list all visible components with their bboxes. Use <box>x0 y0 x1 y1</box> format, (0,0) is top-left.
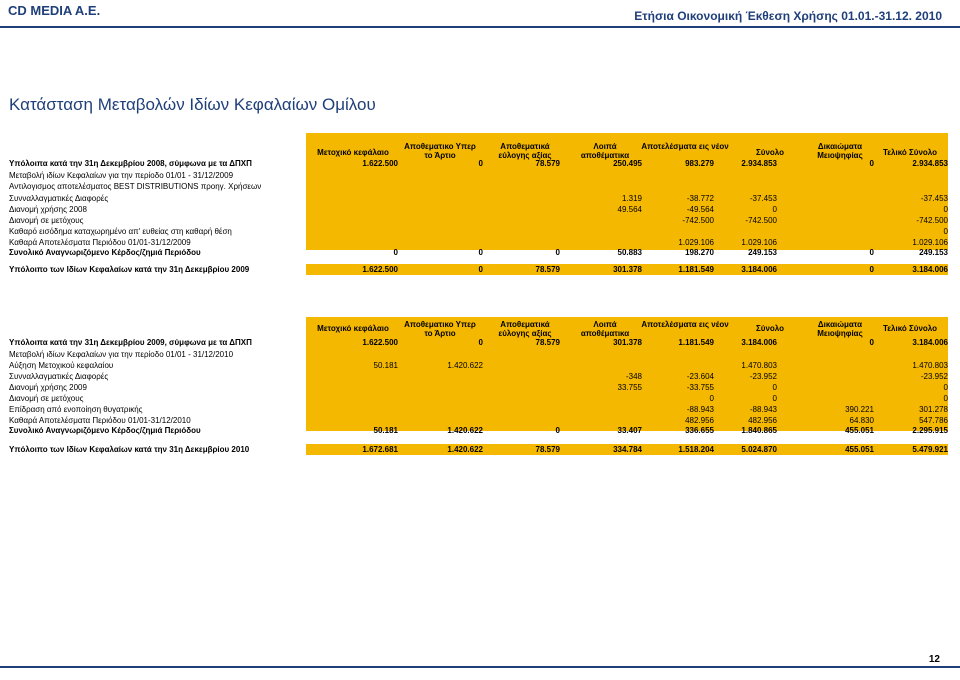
table-cell: 50.181 <box>373 361 398 370</box>
row-label: Αντιλογισμος αποτελέσματος BEST DISTRIBUTIONS προηγ. Χρήσεων <box>9 182 262 191</box>
table-cell: 0 <box>555 426 560 435</box>
table-cell: -88.943 <box>749 405 777 414</box>
table-cell: 1.470.803 <box>741 361 777 370</box>
table-cell: -88.943 <box>686 405 714 414</box>
table-cell: 249.153 <box>748 248 777 257</box>
table-row <box>0 425 960 436</box>
table-cell: -37.453 <box>920 194 948 203</box>
table-row <box>0 382 960 393</box>
table-cell: 0 <box>478 338 483 347</box>
footer-divider <box>0 666 960 668</box>
table-cell: 0 <box>393 248 398 257</box>
table-cell: 2.934.853 <box>741 159 777 168</box>
table-row <box>0 181 960 192</box>
table-cell: 301.378 <box>613 338 642 347</box>
table-row <box>0 226 960 237</box>
table-cell: 250.495 <box>613 159 642 168</box>
table-cell: 1.029.106 <box>678 238 714 247</box>
table-row <box>0 337 960 348</box>
table-cell: 64.830 <box>849 416 874 425</box>
table-cell: -742.500 <box>916 216 948 225</box>
table-cell: -742.500 <box>682 216 714 225</box>
table-cell: -38.772 <box>686 194 714 203</box>
table-cell: 983.279 <box>685 159 714 168</box>
table-cell: 1.420.622 <box>447 445 483 454</box>
col-header: Δικαιώματα Μειοψηφίας <box>817 320 863 338</box>
row-label: Συνολικό Αναγνωριζόμενο Κέρδος/ζημιά Περιόδου <box>9 426 201 435</box>
table-cell: 0 <box>869 265 874 274</box>
table-cell: 301.378 <box>613 265 642 274</box>
table-row <box>0 158 960 169</box>
col-header: Λοιπά αποθέματικα <box>580 142 630 160</box>
table-cell: -23.604 <box>686 372 714 381</box>
table-cell: 1.622.500 <box>362 265 398 274</box>
col-header: Μετοχικό κεφάλαιο <box>317 148 389 157</box>
table-cell: 390.221 <box>845 405 874 414</box>
table-cell: 455.051 <box>845 426 874 435</box>
table-cell: 1.840.865 <box>741 426 777 435</box>
table-cell: 0 <box>709 394 714 403</box>
table-cell: -33.755 <box>686 383 714 392</box>
table-cell: 1.622.500 <box>362 159 398 168</box>
table-cell: 301.278 <box>919 405 948 414</box>
table-cell: 78.579 <box>535 338 560 347</box>
row-label: Διανομή σε μετόχους <box>9 394 84 403</box>
table-row <box>0 264 960 275</box>
table-cell: 0 <box>555 248 560 257</box>
table-cell: 198.270 <box>685 248 714 257</box>
table-cell: 49.564 <box>617 205 642 214</box>
table-cell: 482.956 <box>748 416 777 425</box>
row-label: Υπόλοιπα κατά την 31η Δεκεμβρίου 2009, σύμφωνα με τα ΔΠΧΠ <box>9 338 252 347</box>
table-cell: 0 <box>943 394 948 403</box>
table-row <box>0 204 960 215</box>
table-cell: 1.518.204 <box>678 445 714 454</box>
table-cell: 3.184.006 <box>741 265 777 274</box>
table-row <box>0 170 960 181</box>
col-header: Αποθεματικά εύλογης αξίας <box>498 320 552 338</box>
company-name: CD MEDIA A.E. <box>8 3 101 18</box>
table-cell: 0 <box>478 248 483 257</box>
row-label: Αύξηση Μετοχικού κεφαλαίου <box>9 361 114 370</box>
table-cell: -49.564 <box>686 205 714 214</box>
table-cell: 50.883 <box>617 248 642 257</box>
table-row <box>0 215 960 226</box>
col-header: Μετοχικό κεφάλαιο <box>317 324 389 333</box>
page-number: 12 <box>928 654 940 665</box>
table-cell: 0 <box>943 227 948 236</box>
table-cell: 1.181.549 <box>678 338 714 347</box>
table-cell: 0 <box>869 338 874 347</box>
row-label: Διανομή σε μετόχους <box>9 216 84 225</box>
col-header: Αποτελέσματα εις νέον <box>641 320 729 329</box>
row-label: Καθαρό εισόδημα καταχωρημένο απ' ευθείας στη καθαρή θέση <box>9 227 232 236</box>
table-cell: -37.453 <box>749 194 777 203</box>
table-cell: 0 <box>943 383 948 392</box>
table-row <box>0 349 960 360</box>
row-label: Συνολικό Αναγνωριζόμενο Κέρδος/ζημιά Περιόδου <box>9 248 201 257</box>
table-cell: 5.479.921 <box>912 445 948 454</box>
row-label: Διανομή χρήσης 2008 <box>9 205 87 214</box>
col-header: Αποτελέσματα εις νέον <box>641 142 729 151</box>
col-header: Αποθεματικά εύλογης αξίας <box>498 142 552 160</box>
row-label: Συνναλλαγματικές Διαφορές <box>9 194 109 203</box>
row-label: Υπόλοιπο των Ιδίων Κεφαλαίων κατά την 31η Δεκεμβρίου 2010 <box>9 445 250 454</box>
table-cell: 3.184.006 <box>912 265 948 274</box>
table-cell: 1.420.622 <box>447 361 483 370</box>
table-cell: 1.420.622 <box>447 426 483 435</box>
row-label: Καθαρά Αποτελέσματα Περιόδου 01/01-31/12/2009 <box>9 238 191 247</box>
table-cell: -348 <box>625 372 642 381</box>
col-header: Δικαιώματα Μειοψηφίας <box>817 142 863 160</box>
row-label: Υπόλοιπα κατά την 31η Δεκεμβρίου 2008, σύμφωνα με τα ΔΠΧΠ <box>9 159 252 168</box>
table-cell: -23.952 <box>749 372 777 381</box>
table-row <box>0 393 960 404</box>
col-header: Αποθεματικο Υπερ το Άρτιο <box>404 142 476 160</box>
table-row <box>0 247 960 258</box>
table-cell: -742.500 <box>745 216 777 225</box>
table-cell: 33.407 <box>617 426 642 435</box>
table-cell: 1.029.106 <box>741 238 777 247</box>
table-cell: 0 <box>869 159 874 168</box>
table-cell: 33.755 <box>617 383 642 392</box>
table-cell: 50.181 <box>373 426 398 435</box>
table-cell: 1.029.106 <box>912 238 948 247</box>
header-divider <box>0 26 960 28</box>
row-label: Μεταβολή ιδίων Κεφαλαίων για την περίοδο 01/01 - 31/12/2009 <box>9 171 234 180</box>
table-cell: 3.184.006 <box>912 338 948 347</box>
table-cell: 5.024.870 <box>741 445 777 454</box>
table-cell: 78.579 <box>535 445 560 454</box>
table-cell: 336.655 <box>685 426 714 435</box>
table-cell: 2.934.853 <box>912 159 948 168</box>
table-cell: 78.579 <box>535 159 560 168</box>
report-title: Ετήσια Οικονομική Έκθεση Χρήσης 01.01.-31.12. 2010 <box>634 9 942 23</box>
table-row <box>0 404 960 415</box>
table-cell: 2.295.915 <box>912 426 948 435</box>
table-row <box>0 371 960 382</box>
table-row <box>0 360 960 371</box>
table-cell: 334.784 <box>613 445 642 454</box>
table-cell: -23.952 <box>920 372 948 381</box>
col-header: Σύνολο <box>755 148 785 157</box>
table-cell: 547.786 <box>919 416 948 425</box>
table-cell: 1.181.549 <box>678 265 714 274</box>
table-cell: 249.153 <box>919 248 948 257</box>
table-cell: 0 <box>772 383 777 392</box>
table-cell: 0 <box>869 248 874 257</box>
table-cell: 0 <box>943 205 948 214</box>
col-header: Σύνολο <box>755 324 785 333</box>
table-cell: 1.622.500 <box>362 338 398 347</box>
table-cell: 78.579 <box>535 265 560 274</box>
table-cell: 0 <box>772 394 777 403</box>
row-label: Μεταβολή ιδίων Κεφαλαίων για την περίοδο 01/01 - 31/12/2010 <box>9 350 234 359</box>
table-cell: 1.319 <box>621 194 642 203</box>
table-cell: 0 <box>478 159 483 168</box>
table-cell: 455.051 <box>845 445 874 454</box>
table-row <box>0 193 960 204</box>
table-cell: 1.672.681 <box>362 445 398 454</box>
row-label: Επίδραση από ενοποίηση θυγατρικής <box>9 405 143 414</box>
row-label: Διανομή χρήσης 2009 <box>9 383 87 392</box>
table-cell: 482.956 <box>685 416 714 425</box>
row-label: Συνναλλαγματικές Διαφορές <box>9 372 109 381</box>
col-header: Τελικό Σύνολο <box>882 324 938 333</box>
table-cell: 0 <box>772 205 777 214</box>
col-header: Λοιπά αποθέματικα <box>580 320 630 338</box>
table-cell: 3.184.006 <box>741 338 777 347</box>
col-header: Αποθεματικο Υπερ το Άρτιο <box>404 320 476 338</box>
page-header <box>0 0 960 24</box>
table-cell: 0 <box>478 265 483 274</box>
row-label: Καθαρά Αποτελέσματα Περιόδου 01/01-31/12/2010 <box>9 416 191 425</box>
col-header: Τελικό Σύνολο <box>882 148 938 157</box>
page-title: Κατάσταση Μεταβολών Ιδίων Κεφαλαίων Ομίλου <box>9 95 376 114</box>
table-cell: 1.470.803 <box>912 361 948 370</box>
row-label: Υπόλοιπο των Ιδίων Κεφαλαίων κατά την 31η Δεκεμβρίου 2009 <box>9 265 250 274</box>
table-row <box>0 444 960 455</box>
